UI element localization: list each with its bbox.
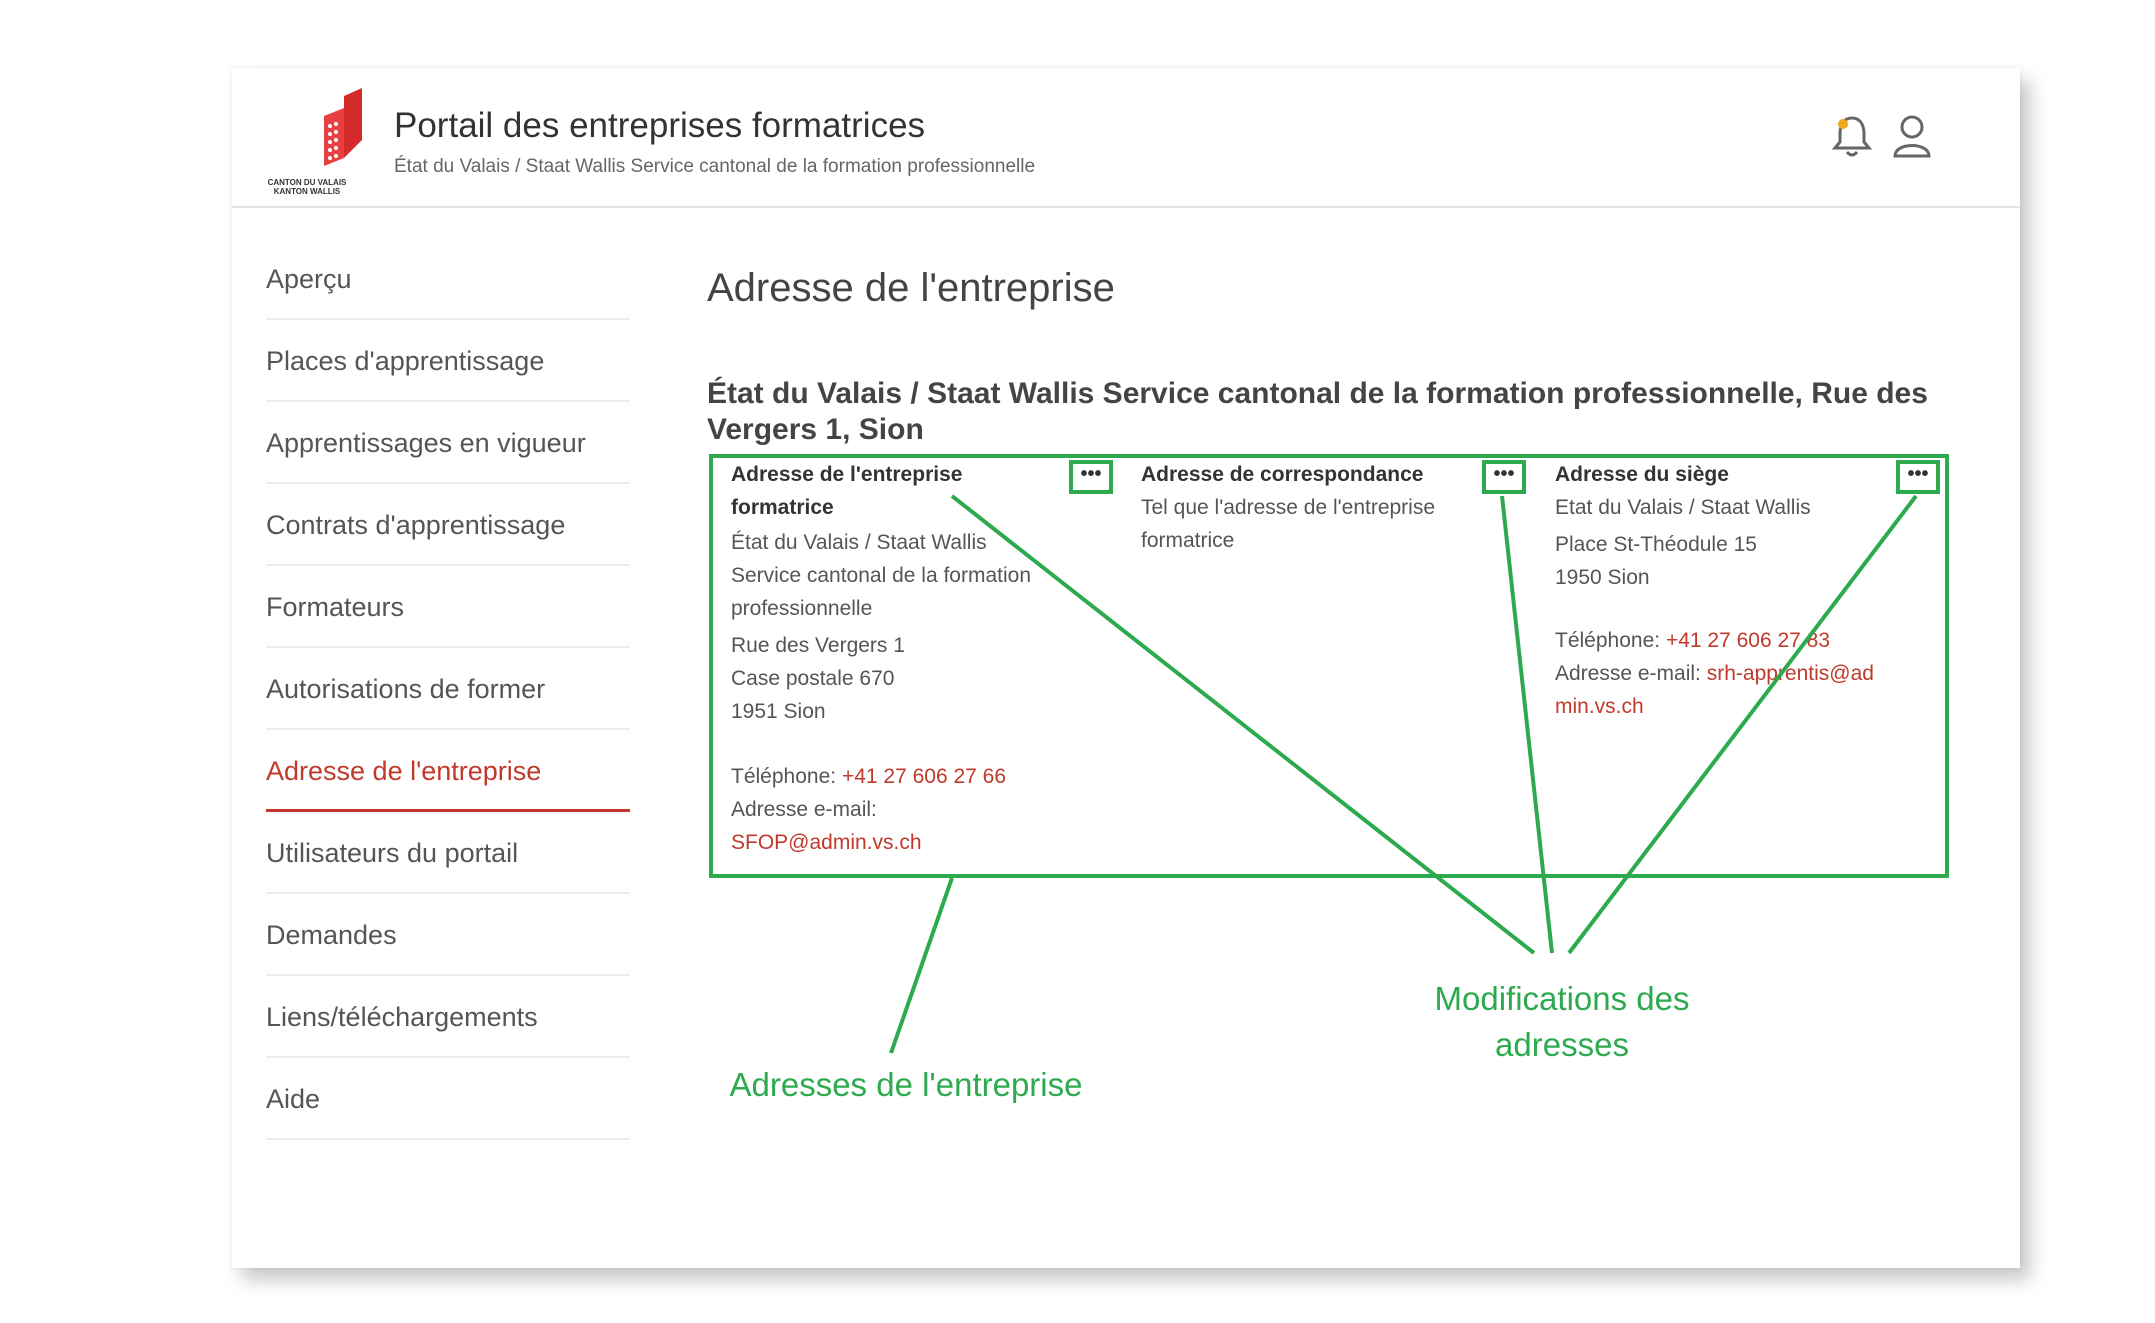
sidebar-item-apprentissages[interactable]: Apprentissages en vigueur	[266, 402, 630, 484]
sidebar-item-demandes[interactable]: Demandes	[266, 894, 630, 976]
app-subtitle: État du Valais / Staat Wallis Service cantonal de la formation professionnelle	[394, 156, 1036, 177]
sidebar-item-places[interactable]: Places d'apprentissage	[266, 320, 630, 402]
annotation-modifications	[1402, 976, 1722, 1068]
address-name: État du Valais / Staat Wallis Service cantonal de la formation professionnelle	[731, 531, 1031, 620]
sidebar-item-liens[interactable]: Liens/téléchargements	[266, 976, 630, 1058]
address-city: 1951 Sion	[731, 700, 826, 723]
sidebar-item-aide[interactable]: Aide	[266, 1058, 630, 1140]
address-street: Place St-Théodule 15	[1555, 533, 1757, 556]
address-name: Etat du Valais / Staat Wallis	[1555, 496, 1811, 519]
app-title: Portail des entreprises formatrices	[394, 106, 926, 145]
address-city: 1950 Sion	[1555, 566, 1650, 589]
edit-menu-button[interactable]: •••	[1896, 460, 1940, 494]
annotation-addresses: Adresses de l'entreprise	[729, 1066, 1083, 1103]
sidebar-item-formateurs[interactable]: Formateurs	[266, 566, 630, 648]
annotation-lines	[232, 68, 2020, 1268]
sidebar-item-apercu[interactable]: Aperçu	[266, 238, 630, 320]
page-title: Adresse de l'entreprise	[707, 266, 1115, 310]
sidebar-item-utilisateurs[interactable]: Utilisateurs du portail	[266, 812, 630, 894]
app-window	[232, 68, 2020, 1268]
sidebar-item-autorisations[interactable]: Autorisations de former	[266, 648, 630, 730]
phone-label: Téléphone:	[731, 765, 837, 788]
annotation-line	[891, 878, 952, 1053]
email-label: Adresse e-mail:	[731, 798, 877, 821]
annotation-modifications-line1: Modifications des	[1434, 980, 1690, 1017]
company-address-summary: État du Valais / Staat Wallis Service cantonal de la formation professionnelle, Rue des Vergers 1, Sion	[707, 377, 1928, 446]
logo-text-line1: CANTON DU VALAIS	[267, 178, 347, 187]
address-heading: Adresse de correspondance	[1141, 463, 1424, 486]
address-heading: Adresse du siège	[1555, 463, 1729, 486]
email-link[interactable]: srh-apprentis@admin.vs.ch	[1555, 662, 1874, 718]
annotation-line	[1569, 496, 1916, 953]
sidebar-item-contrats[interactable]: Contrats d'apprentissage	[266, 484, 630, 566]
annotation-modifications-line2: adresses	[1495, 1026, 1629, 1063]
annotation-line	[1502, 496, 1552, 953]
email-link[interactable]: SFOP@admin.vs.ch	[731, 831, 922, 854]
edit-menu-button[interactable]: •••	[1482, 460, 1526, 494]
edit-menu-button[interactable]: •••	[1069, 460, 1113, 494]
address-pobox: Case postale 670	[731, 667, 895, 690]
address-note: Tel que l'adresse de l'entreprise formatrice	[1141, 496, 1436, 552]
address-street: Rue des Vergers 1	[731, 634, 905, 657]
email-label: Adresse e-mail:	[1555, 662, 1701, 685]
sidebar-item-adresse[interactable]: Adresse de l'entreprise	[266, 730, 630, 812]
phone-label: Téléphone:	[1555, 629, 1661, 652]
phone-link[interactable]: +41 27 606 27 83	[1665, 629, 1831, 652]
logo-text-line2: KANTON WALLIS	[273, 187, 341, 196]
annotation-line	[952, 496, 1534, 953]
address-heading: Adresse de l'entreprise formatrice	[731, 463, 963, 519]
phone-link[interactable]: +41 27 606 27 66	[841, 765, 1007, 788]
